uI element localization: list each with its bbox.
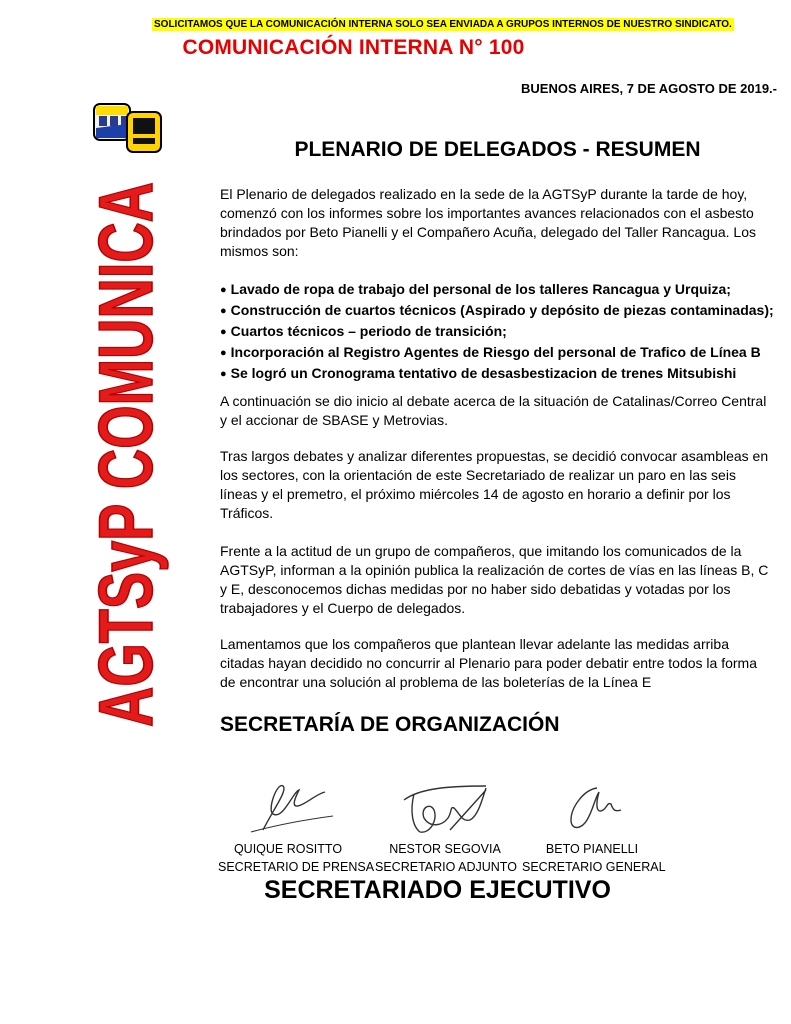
list-item: ● Construcción de cuartos técnicos (Aspirado y depósito de piezas contaminadas); bbox=[220, 301, 780, 322]
signatory-role: SECRETARIO DE PRENSA bbox=[218, 860, 375, 874]
train-logo-icon bbox=[93, 102, 165, 159]
signatory-role: SECRETARIO ADJUNTO bbox=[375, 860, 517, 874]
signature-rositto bbox=[218, 780, 375, 876]
disclaimer-paragraph: Frente a la actitud de un grupo de compañeros, que imitando los comunicados de la AGTSyP, informan a la opinión publica la realización de cortes de vías en las líneas B, C y E, desconocemos dichas medidas por no haber sido debatidas y votadas por los trabajadores y el Cuerpo de delegados. bbox=[220, 543, 769, 616]
date-line: BUENOS AIRES, 7 DE AGOSTO DE 2019.- bbox=[521, 81, 777, 96]
distribution-notice: SOLICITAMOS QUE LA COMUNICACIÓN INTERNA SOLO SEA ENVIADA A GRUPOS INTERNOS DE NUESTRO SINDICATO. bbox=[154, 19, 732, 30]
signatory-name: NESTOR SEGOVIA bbox=[389, 842, 501, 856]
handwritten-signature-icon bbox=[537, 780, 647, 836]
list-item: ● Se logró un Cronograma tentativo de desasbestizacion de trenes Mitsubishi bbox=[220, 364, 780, 385]
signatory-role: SECRETARIO GENERAL bbox=[522, 860, 666, 874]
list-item: ● Cuartos técnicos – periodo de transición; bbox=[220, 322, 780, 343]
signature-pianelli bbox=[522, 780, 666, 876]
agtsyp-comunica-logo bbox=[84, 175, 174, 735]
organization-heading: SECRETARÍA DE ORGANIZACIÓN bbox=[220, 713, 560, 736]
list-item: ● Incorporación al Registro Agentes de Riesgo del personal de Trafico de Línea B bbox=[220, 343, 780, 364]
executive-secretariat-heading: SECRETARIADO EJECUTIVO bbox=[264, 876, 611, 904]
document-title: PLENARIO DE DELEGADOS - RESUMEN bbox=[294, 138, 701, 161]
logo-text: AGTSyP COMUNICA bbox=[84, 248, 169, 727]
handwritten-signature-icon bbox=[233, 780, 343, 836]
strike-paragraph: Tras largos debates y analizar diferentes propuestas, se decidió convocar asambleas en los sectores, con la orientación de este Secretariado de realizar un paro en las seis líneas y el premetro, el próximo miércoles 14 de agosto en horario a definir por los Tráficos. bbox=[220, 448, 769, 521]
handwritten-signature-icon bbox=[390, 780, 500, 836]
signatory-name: BETO PIANELLI bbox=[545, 842, 639, 856]
communication-number-title: COMUNICACIÓN INTERNA N° 100 bbox=[182, 36, 525, 59]
signature-segovia bbox=[375, 780, 515, 876]
topics-list bbox=[220, 280, 780, 385]
signatory-name: QUIQUE ROSITTO bbox=[233, 842, 343, 856]
closing-paragraph: Lamentamos que los compañeros que plantean llevar adelante las medidas arriba citadas hayan decidido no concurrir al Plenario para poder debatir entre todos la forma de encontrar una solución al problema de las boleterías de la Línea E bbox=[220, 636, 757, 690]
intro-paragraph: El Plenario de delegados realizado en la sede de la AGTSyP durante la tarde de hoy, comenzó con los informes sobre los importantes avances relacionados con el asbesto brindados por Beto Pianelli y el Compañero Acuña, delegado del Taller Rancagua. Los mismos son: bbox=[220, 186, 756, 259]
list-item: ● Lavado de ropa de trabajo del personal de los talleres Rancagua y Urquiza; bbox=[220, 280, 780, 301]
debate-paragraph: A continuación se dio inicio al debate acerca de la situación de Catalinas/Correo Central y el accionar de SBASE y Metrovias. bbox=[220, 393, 767, 428]
